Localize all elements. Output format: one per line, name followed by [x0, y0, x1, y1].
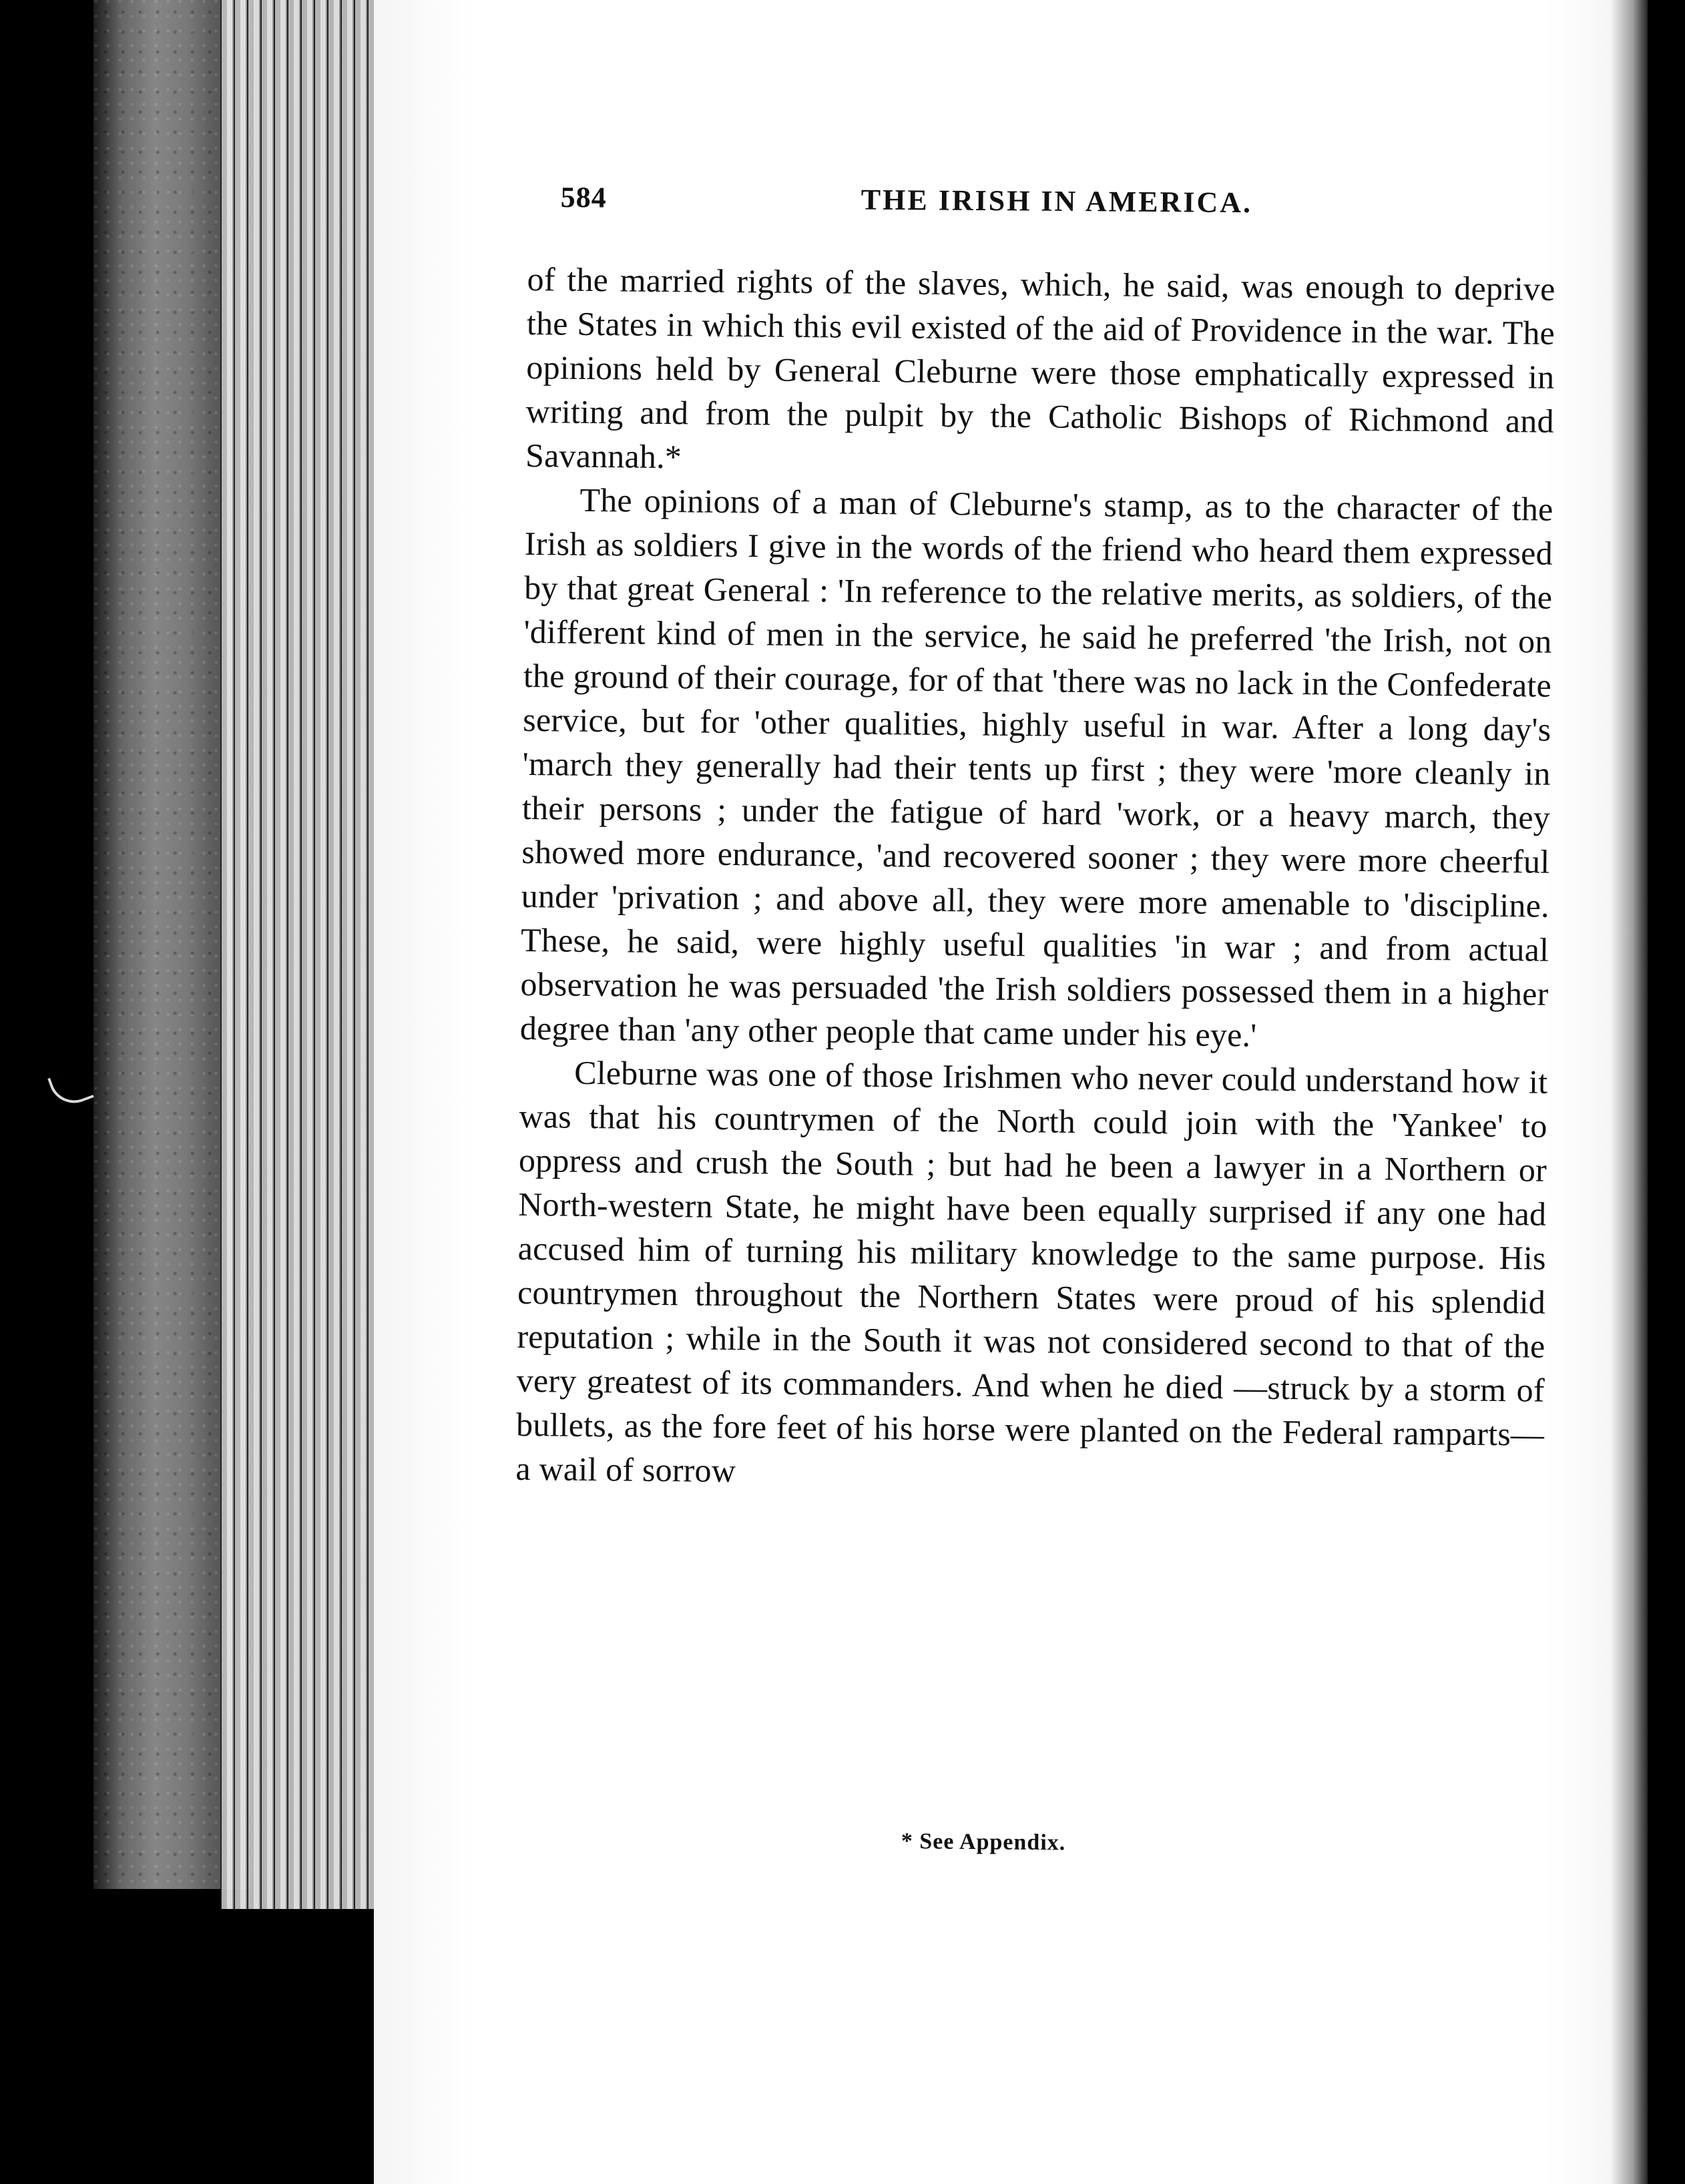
page-number: 584: [560, 180, 607, 214]
body-text: [515, 257, 1555, 1500]
paragraph-2: The opinions of a man of Cleburne's stamp, as to the character of the Irish as soldiers I give in the words of the friend who heard them expressed by that great General : 'In reference to the relative merits, as soldiers, of the 'different kind of men in the service, he said he preferred 'the Irish, not on the ground of their courage, for of that 'there was no lack in the Confederate service, but for 'other qualities, highly useful in war. After a long day's 'march they generally had their tents up first ; they were 'more cleanly in their persons ; under the fatigue of hard 'work, or a heavy march, they showed more endurance, 'and recovered sooner ; they were more cheerful under 'privation ; and above all, they were more amenable to 'discipline. These, he said, were highly useful qualities 'in war ; and from actual observation he was persuaded 'the Irish soldiers possessed them in a higher degree than 'any other people that came under his eye.': [519, 481, 1553, 1054]
footnote: * See Appendix.: [901, 1829, 1066, 1856]
paragraph-3: Cleburne was one of those Irishmen who never could understand how it was that his countrymen of the North could join with the 'Yankee' to oppress and crush the South ; but had he been a lawyer in a Northern or North-western State, he might have been equally surprised if any one had accused him of turning his military knowledge to the same purpose. His countrymen throughout the Northern States were proud of his splendid reputation ; while in the South it was not considered second to that of the very greatest of its commanders. And when he died —struck by a storm of bullets, as the fore feet of his horse were planted on the Federal ramparts—a wail of sorrow: [515, 1053, 1548, 1490]
page-stack: [220, 0, 374, 1909]
page-shadow: [1610, 0, 1648, 2184]
running-head: [561, 180, 1255, 226]
paragraph-1: of the married rights of the slaves, which, he said, was enough to deprive the States in which this evil existed of the aid of Providence in the war. The opinions held by General Cleburne were those emphatically expressed in writing and from the pulpit by the Catholic Bishops of Richmond and Savannah.*: [525, 260, 1555, 476]
page-header-title: THE IRISH IN AMERICA.: [861, 183, 1253, 220]
